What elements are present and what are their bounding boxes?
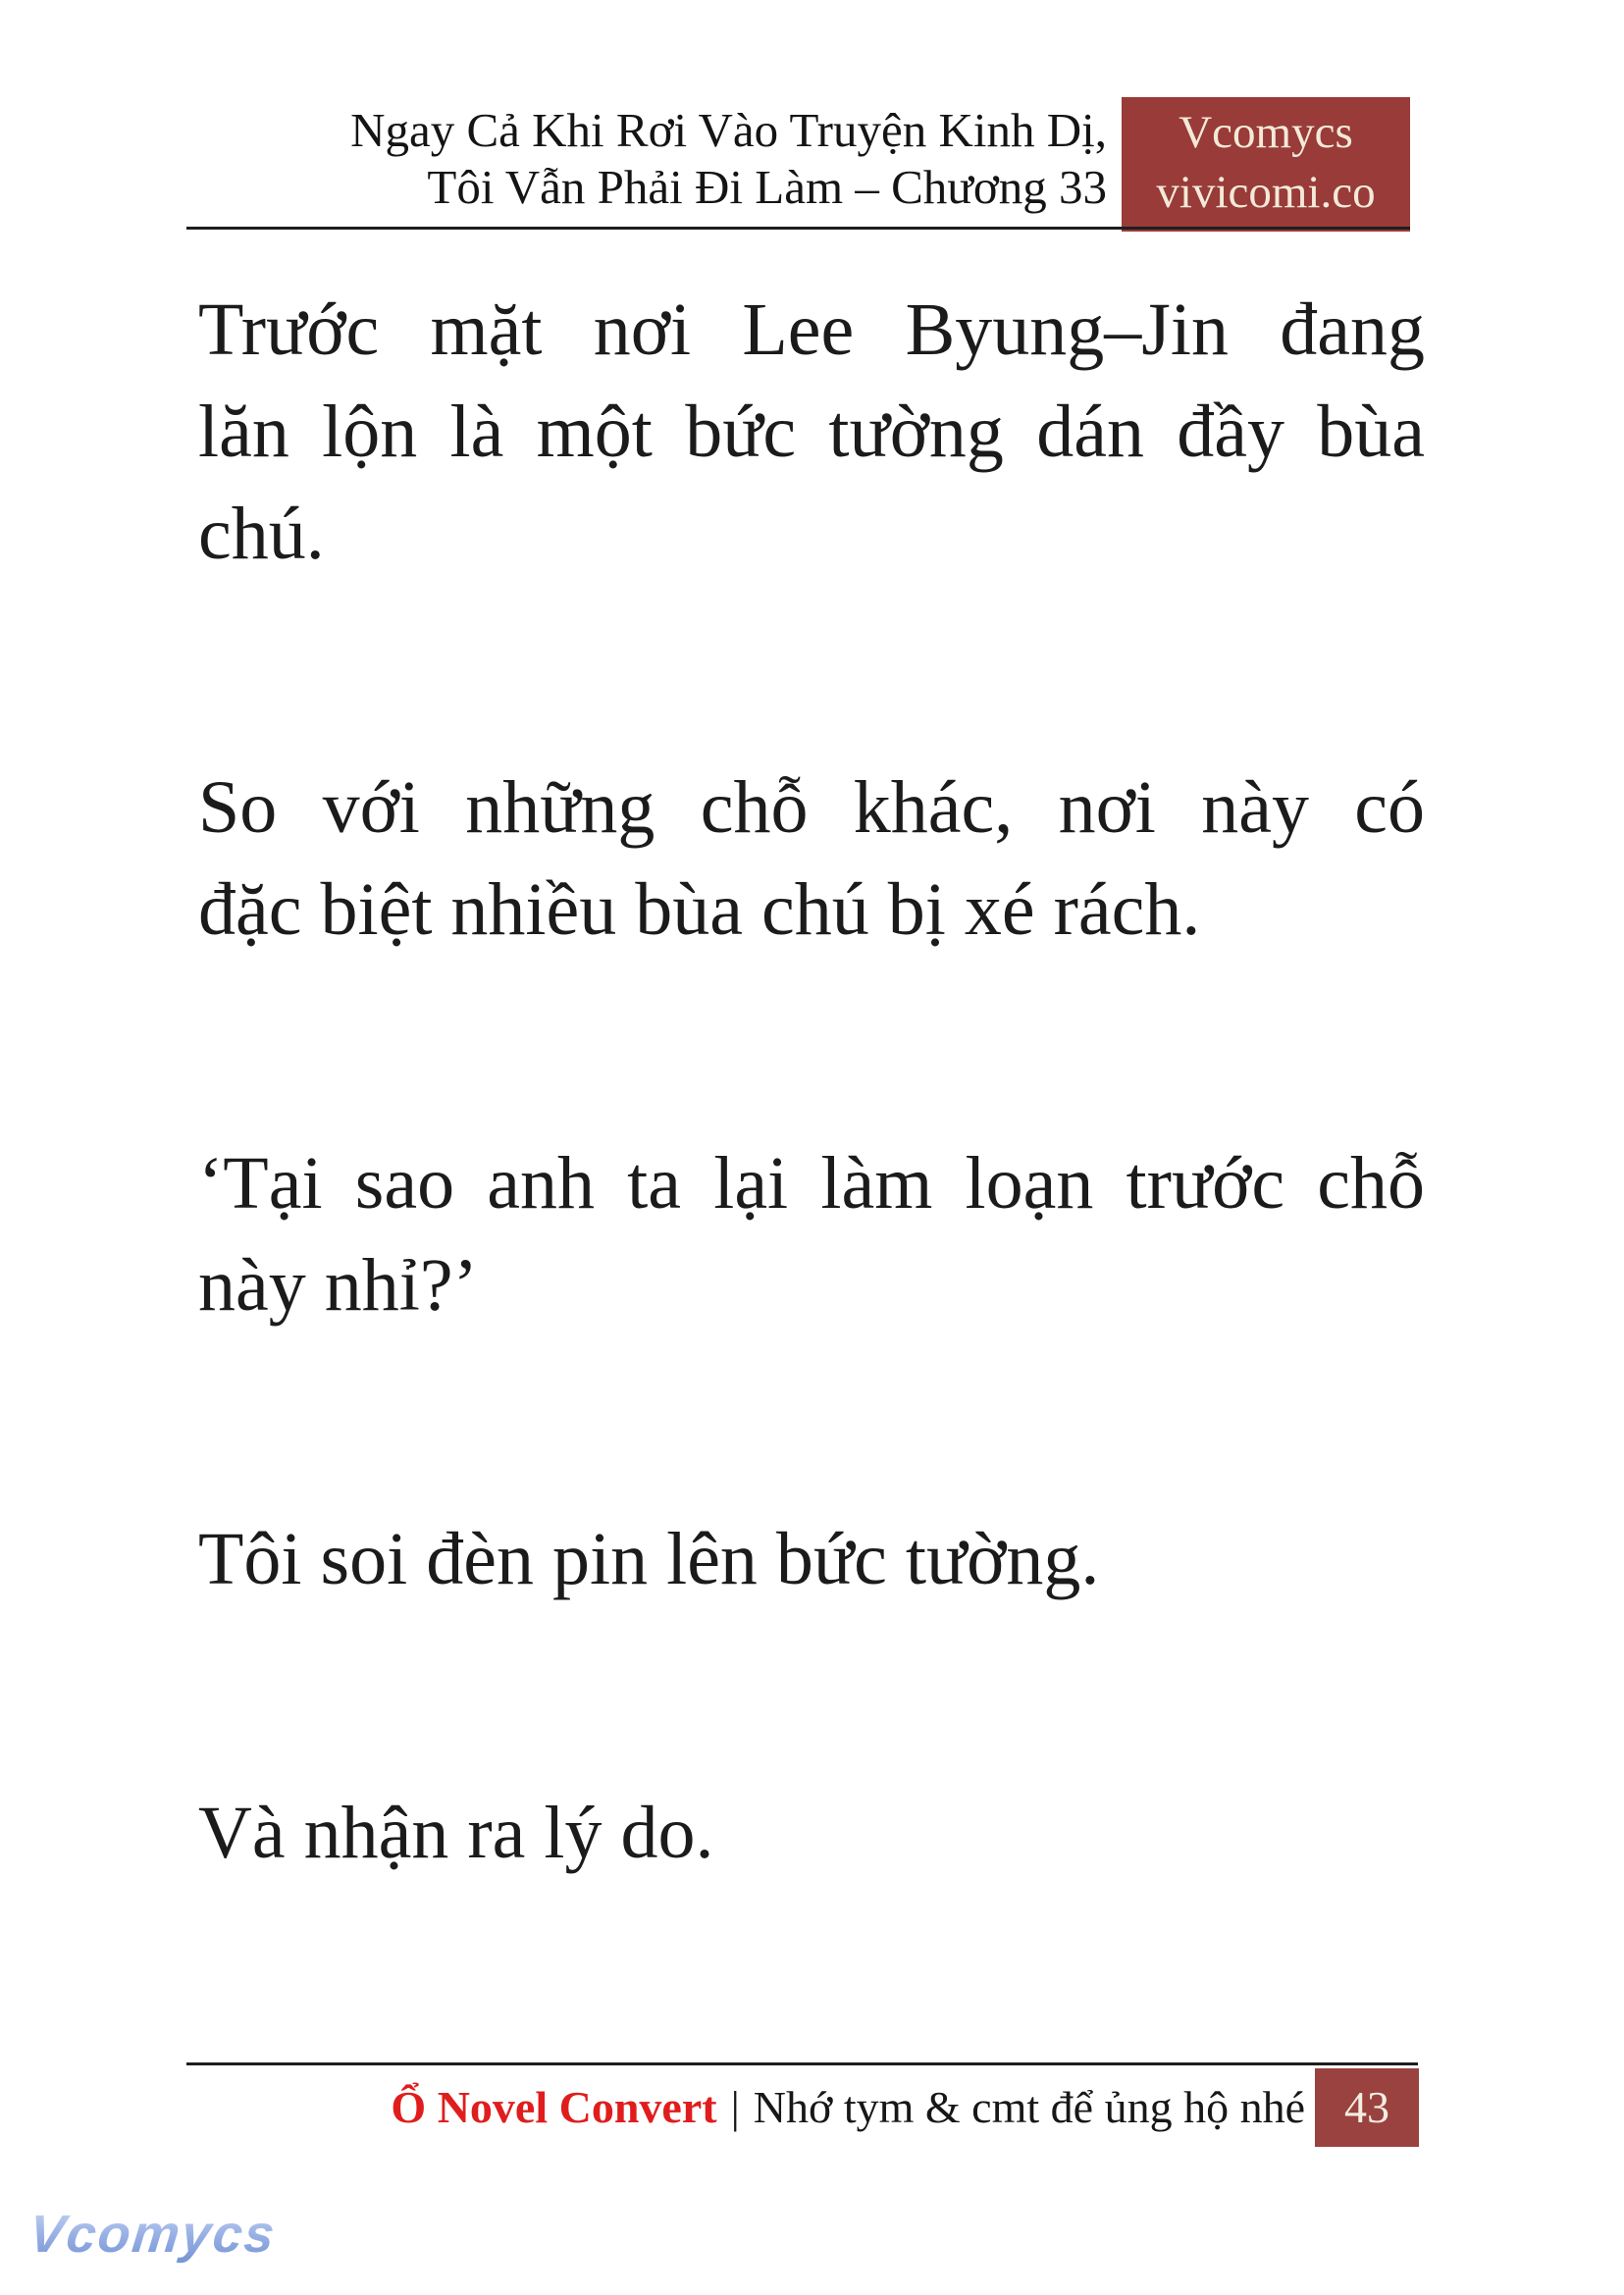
paragraph — [198, 1782, 1425, 1884]
story-text — [198, 279, 1425, 2056]
translator-badge-name: Vcomycs — [1179, 107, 1353, 158]
text-line: Tôi soi đèn pin lên bức tường. — [198, 1518, 1100, 1600]
text-line: So với những chỗ khác, nơi này có — [198, 766, 1425, 849]
translator-badge-site: vivicomi.co — [1156, 167, 1376, 218]
text-line: Và nhận ra lý do. — [198, 1792, 714, 1874]
text-line: đặc biệt nhiều bùa chú bị xé rách. — [198, 868, 1201, 951]
paragraph — [198, 1508, 1425, 1610]
footer-brand-name: Ổ Novel Convert — [391, 2082, 717, 2132]
text-line: Trước mặt nơi Lee Byung–Jin đang — [198, 288, 1425, 371]
paragraph — [198, 756, 1425, 961]
page-number-badge: 43 — [1315, 2068, 1419, 2147]
chapter-title-line-1: Ngay Cả Khi Rơi Vào Truyện Kinh Dị, — [350, 103, 1107, 157]
paragraph — [198, 279, 1425, 585]
text-line: chú. — [198, 493, 325, 575]
chapter-title — [350, 102, 1107, 216]
footer-credit — [391, 2079, 1305, 2136]
text-line: lăn lộn là một bức tường dán đầy bùa — [198, 391, 1425, 473]
footer-note: Nhớ tym & cmt để ủng hộ nhé — [753, 2082, 1305, 2132]
footer-divider-line — [186, 2062, 1418, 2065]
vcomycs-logo-text: Vcomycs — [26, 2205, 280, 2264]
translator-badge — [1122, 97, 1410, 232]
paragraph — [198, 1132, 1425, 1336]
header-divider-line — [186, 227, 1410, 230]
vcomycs-watermark-logo — [26, 2204, 280, 2265]
text-line: ‘Tại sao anh ta lại làm loạn trước chỗ — [198, 1142, 1425, 1225]
chapter-title-line-2: Tôi Vẫn Phải Đi Làm – Chương 33 — [427, 160, 1107, 214]
text-line: này nhỉ?’ — [198, 1244, 478, 1327]
footer-separator: | — [730, 2082, 740, 2132]
